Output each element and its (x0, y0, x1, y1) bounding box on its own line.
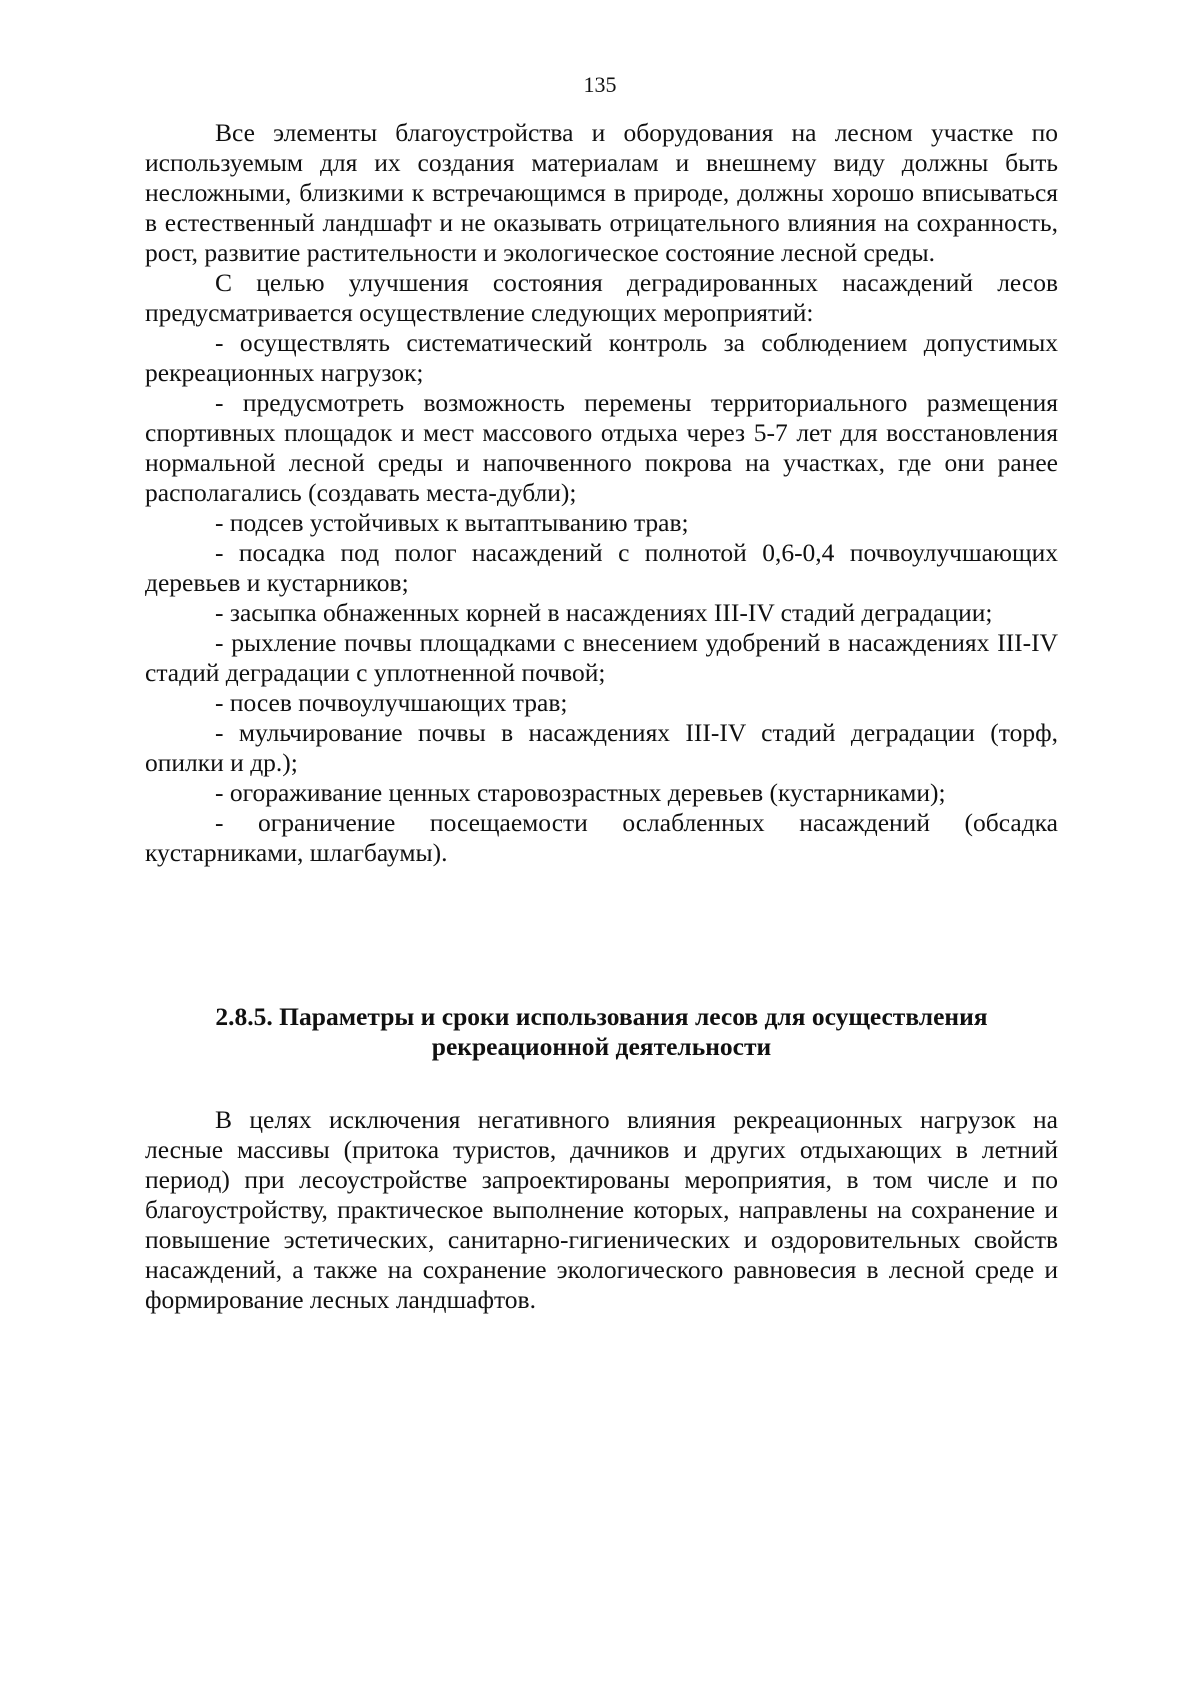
body-text-section-2 (145, 1105, 1058, 1315)
list-item-tree-fencing: - огораживание ценных старовозрастных деревьев (кустарниками); (215, 778, 946, 807)
section-heading-line-2: рекреационной деятельности (431, 1032, 772, 1061)
list-item-attendance-restriction: - ограничение посещаемости ослабленных насаждений (обсадка кустарниками, шлагбаумы). (145, 808, 1058, 867)
list-item-root-covering: - засыпка обнаженных корней в насаждениях III-IV стадий деградации; (215, 598, 993, 627)
paragraph-elements-of-improvement: Все элементы благоустройства и оборудования на лесном участке по используемым для их создания материалам и внешнему виду должны быть несложными, близкими к встречающимся в природе, должны хорошо вписываться в естественный ландшафт и не оказывать отрицательного влияния на сохранность, рост, развитие растительности и экологическое состояние лесной среды. (145, 118, 1058, 267)
paragraph-measures-intro: С целью улучшения состояния деградированных насаждений лесов предусматривается осуществление следующих мероприятий: (145, 268, 1058, 327)
list-item-grass-oversowing: - подсев устойчивых к вытаптыванию трав; (215, 508, 689, 537)
section-heading (145, 1002, 1058, 1062)
list-item-relocation-of-sites: - предусмотреть возможность перемены территориального размещения спортивных площадок и мест массового отдыха через 5-7 лет для восстановления нормальной лесной среды и напочвенного покрова на участках, где они ранее располагались (создавать места-дубли); (145, 388, 1058, 507)
page-number: 135 (583, 72, 617, 97)
list-item-underplanting: - посадка под полог насаждений с полнотой 0,6-0,4 почвоулучшающих деревьев и кустарников; (145, 538, 1058, 597)
list-item-recreational-load-control: - осуществлять систематический контроль за соблюдением допустимых рекреационных нагрузок; (145, 328, 1058, 387)
paragraph-recreational-measures: В целях исключения негативного влияния рекреационных нагрузок на лесные массивы (притока туристов, дачников и других отдыхающих в летний период) при лесоустройстве запроектированы мероприятия, в том числе и по благоустройству, практическое выполнение которых, направлены на сохранение и повышение эстетических, санитарно-гигиенических и оздоровительных свойств насаждений, а также на сохранение экологического равновесия в лесной среде и формирование лесных ландшафтов. (145, 1105, 1058, 1314)
body-text-section-1 (145, 118, 1058, 868)
list-item-mulching: - мульчирование почвы в насаждениях III-IV стадий деградации (торф, опилки и др.); (145, 718, 1058, 777)
list-item-soil-loosening: - рыхление почвы площадками с внесением удобрений в насаждениях III-IV стадий деградации с уплотненной почвой; (145, 628, 1058, 687)
list-item-grass-sowing: - посев почвоулучшающих трав; (215, 688, 568, 717)
section-heading-line-1: 2.8.5. Параметры и сроки использования лесов для осуществления (215, 1002, 988, 1031)
